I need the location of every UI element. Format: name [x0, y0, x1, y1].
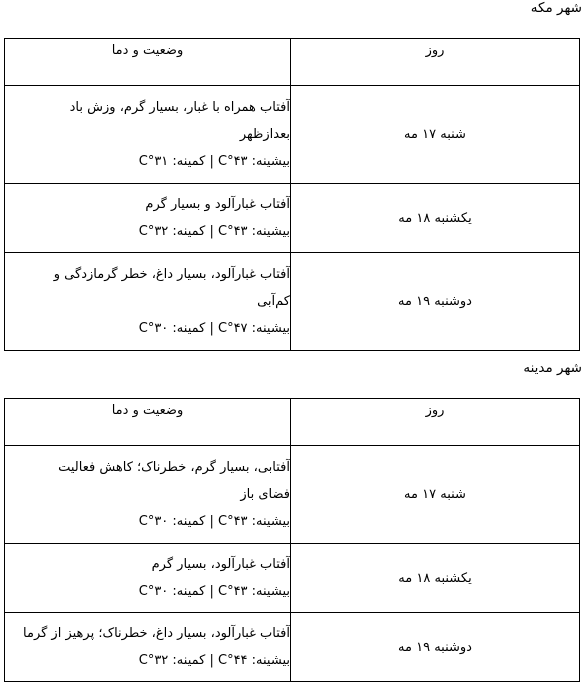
condition-line: فضای باز: [240, 487, 290, 502]
condition-line: آفتاب همراه با غبار، بسیار گرم، وزش باد: [69, 100, 290, 115]
temperature-line: بیشینه: ۴۳°C | کمینه: ۳۱°C: [138, 154, 290, 169]
condition-line: آفتاب غبارآلود، بسیار داغ، خطر گرمازدگی و: [53, 267, 290, 282]
header-day: روز: [291, 399, 580, 446]
condition-cell: [5, 184, 291, 253]
table-row: [5, 86, 580, 184]
temperature-line: بیشینه: ۴۳°C | کمینه: ۳۰°C: [138, 584, 290, 599]
table-row: [5, 613, 580, 682]
condition-cell: [5, 86, 291, 184]
header-day: روز: [291, 39, 580, 86]
table-row: [5, 253, 580, 351]
temperature-line: بیشینه: ۴۳°C | کمینه: ۳۲°C: [138, 224, 290, 239]
header-condition: وضعیت و دما: [5, 399, 291, 446]
header-condition: وضعیت و دما: [5, 39, 291, 86]
condition-cell: [5, 613, 291, 682]
day-cell: شنبه ۱۷ مه: [291, 446, 580, 544]
city-title-mecca: شهر مکه: [530, 0, 582, 16]
temperature-line: بیشینه: ۴۴°C | کمینه: ۳۲°C: [138, 653, 290, 668]
condition-line: آفتاب غبارآلود، بسیار داغ، خطرناک؛ پرهیز از گرما: [23, 626, 290, 641]
table-row: [5, 184, 580, 253]
table-header-row: [5, 399, 580, 446]
day-cell: یکشنبه ۱۸ مه: [291, 544, 580, 613]
table-header-row: [5, 39, 580, 86]
weather-table-medina: [4, 398, 580, 682]
day-cell: دوشنبه ۱۹ مه: [291, 613, 580, 682]
condition-cell: [5, 544, 291, 613]
condition-line: آفتاب غبارآلود، بسیار گرم: [151, 557, 290, 572]
day-cell: یکشنبه ۱۸ مه: [291, 184, 580, 253]
weather-table-mecca: [4, 38, 580, 351]
condition-line: آفتاب غبارآلود و بسیار گرم: [145, 197, 290, 212]
city-title-medina: شهر مدینه: [523, 360, 582, 376]
table-row: [5, 544, 580, 613]
condition-cell: [5, 253, 291, 351]
condition-cell: [5, 446, 291, 544]
day-cell: دوشنبه ۱۹ مه: [291, 253, 580, 351]
condition-line: آفتابی، بسیار گرم، خطرناک؛ کاهش فعالیت: [58, 460, 290, 475]
temperature-line: بیشینه: ۴۳°C | کمینه: ۳۰°C: [138, 514, 290, 529]
day-cell: شنبه ۱۷ مه: [291, 86, 580, 184]
condition-line: کم‌آبی: [257, 294, 290, 309]
temperature-line: بیشینه: ۴۷°C | کمینه: ۳۰°C: [138, 321, 290, 336]
condition-line: بعدازظهر: [239, 127, 290, 142]
table-row: [5, 446, 580, 544]
